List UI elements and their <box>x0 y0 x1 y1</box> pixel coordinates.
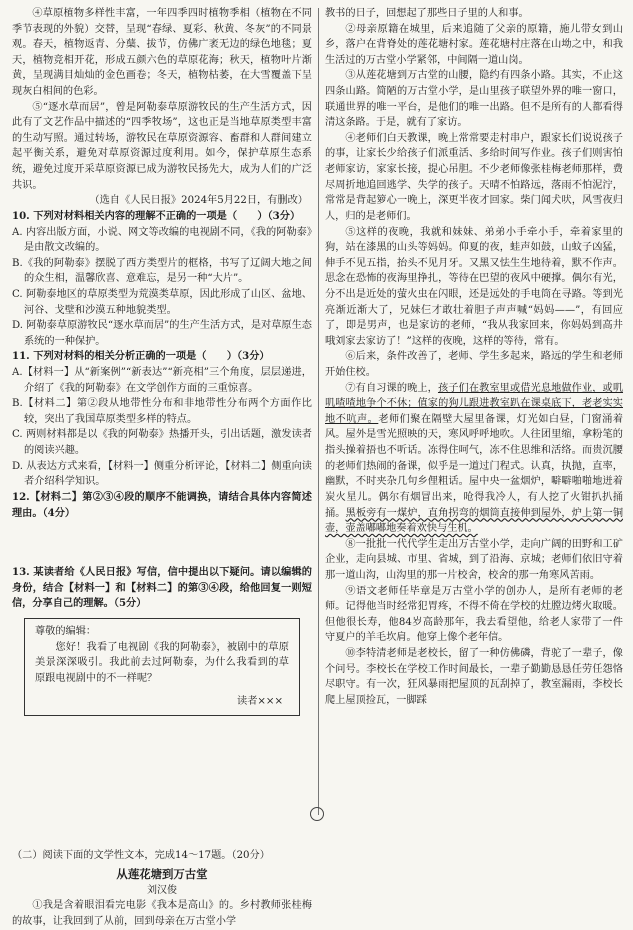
article-paragraph-9: ⑨语文老师任毕章是万古堂小学的创办人，是所有老师的老师。记得他当时经常犯胃疼，不得不倚在学校的灶膛边烤火取暖。但他很长寿，他84岁高龄那年，我去看望他，给老人家带了一件守夏户的羊毛坎肩。他穿上像个老年信。 <box>325 585 623 644</box>
q11-option-b: B.【材料二】第②段从地带性分布和非地带性分布两个方面作比较，突出了我国草原类型多样的特点。 <box>12 398 312 425</box>
question-10: 10. 下列对材料相关内容的理解不正确的一项是（ ）（3分） <box>12 209 301 222</box>
q10-option-b: B.《我的阿勒泰》摆脱了西方类型片的框格，书写了辽阔大地之间的众生相，温馨欣喜、意难忘，是另一种“大片”。 <box>12 257 312 285</box>
p7-middle: 老师们聚在隔壁大屋里备课，灯光如白昼，门窗涌着风。屋外是雪光照映的天，寒风呼呼地吹。人往团里缩，拿粉笔的指头操着捂也不听话。冻得住呵气，冻不住思维和活络。而贵沉腰的老师们热闹的备课，似乎是一道过门程式。认真，执抛，直率，幽默，不时夹杂几句乡俚粗话。屋中央一盆烟炉，噼噼啪啪地迸着炭火星儿。偶尔有烟冒出来，呛得我冷人，有人挖了火钳扒扒捅捅。 <box>325 413 624 519</box>
q10-option-c: C. 阿勒泰地区的草原类型为荒漠类草原，因此形成了山区、盆地、河谷、戈壁和沙漠五种地貌类型。 <box>12 288 312 316</box>
article-paragraph-10: ⑩李特清老师是老校长，留了一种仿佛磷，背驼了一辈子，像个问号。李校长在学校工作时间最长，一辈子勤勤恳恳任劳任怨恪尽职守。有一次，狂风暴雨把屋顶的瓦刮掉了，教室漏雨，李校长爬上屋顶捡瓦，一脚踩 <box>325 647 623 706</box>
article-title: 从莲花塘到万古堂 <box>116 866 208 881</box>
article-paragraph-4: ④老师们白天教课，晚上常常要走村串户，跟家长们说说孩子的事，让家长少给孩子们派重活、多给时间写作业。孩子们则害怕老师家访，家家长接，提心吊胆。不少老师像张桂梅老师那样，费尽周折地追回逃学、失学的孩子。天晴不怕路远，落雨不怕泥泞，常常是背起箩心一晚上，深更半夜才回家。柴门闻犬吠，风雪夜归人，归的是老师们。 <box>325 132 623 222</box>
right-column <box>325 6 623 817</box>
section-2-heading: （二）阅读下面的文学性文本，完成14～17题。（20分） <box>12 849 270 861</box>
p7-wavy-underlined-sentence: 黑板旁有一煤炉，直角拐弯的烟筒直接伸到屋外，炉上第一铜壶，壶盖嘟嘟地奏着欢快与生机。 <box>325 507 624 535</box>
q10-option-d: D. 阿勒泰草原游牧民“逐水草而居”的生产生活方式，是对草原生态系统的一种保护。 <box>12 320 312 347</box>
answer-space-13 <box>12 716 312 846</box>
left-column <box>12 6 312 927</box>
letter-signature: 读者××× <box>237 696 283 708</box>
q11-option-a: A.【材料一】从“新案例”“新表达”“新亮相”三个角度，层层递进，介绍了《我的阿勒泰》在文学创作方面的三重惊喜。 <box>12 367 312 394</box>
page-number-marker <box>310 807 324 821</box>
reader-letter-box <box>24 618 300 716</box>
letter-body: 您好！我看了电视剧《我的阿勒泰》，被剧中的草原美景深深吸引。我此前去过阿勒泰，为什么我看到的草原跟电视剧中的不一样呢？ <box>35 641 289 684</box>
source-citation: （选自《人民日报》2024年5月22日，有删改） <box>89 195 308 207</box>
paragraph-5: ⑤“逐水草而居”，曾是阿勒泰草原游牧民的生产生活方式，因此有了文艺作品中描述的“四季牧场”，这也正是当地草原类型丰富的生动写照。通过转场，游牧民在草原资源容、畜群和人群间建立起平衡关系，避免对草原资源过度利用。如今，保护草原生态系统，避免过度开采草原资源已成为游牧民扬先大，成为人们的广泛共识。 <box>12 101 312 191</box>
question-11: 11. 下列对材料的相关分析正确的一项是（ ）（3分） <box>12 350 270 363</box>
article-author: 刘汉俊 <box>147 884 177 896</box>
paragraph-4: ④草原植物多样性丰富，一年四季四时植物季相（植物在不同季节表现的外貌）交替，呈现“春绿、夏彩、秋黄、冬灰”的不同景观。春天，植物返青、分蘖、拔节，仿佛广袤无边的绿色地毯；夏天，植物竞相开花，形成五颜六色的草原花海；秋天，植物叶片渐黄，呈现满目灿灿的金色画卷；冬天，植物枯萎，在大雪覆盖下呈现灰白相间的色彩。 <box>12 8 312 98</box>
p7-intro: ⑦有自习课的晚上， <box>345 382 438 394</box>
article-paragraph-7 <box>325 381 623 537</box>
article-paragraph-6: ⑥后来，条件改善了，老师、学生多起来，路远的学生和老师开始住校。 <box>325 351 623 379</box>
article-paragraph-1: ①我是含着眼泪看完电影《我本是高山》的。乡村教师张桂梅的故事，让我回到了从前，回到母亲在万古堂小学 <box>12 900 312 927</box>
article-paragraph-1-continued: 教书的日子，回想起了那些日子里的人和事。 <box>325 8 529 19</box>
article-paragraph-5: ⑤这样的夜晚，我就和妹妹、弟弟小手牵小手，牵着家里的狗，站在漆黑的山头等妈妈。仰夏的夜，蛙声如鼓，山蚊子凶猛，伸手不见五指，抬头不见月牙。又黑又怯生生地待着，默不作声。思念在恐怖的夜海里挣扎，等待在巴望的夜风中硬撑。偶尔有光，分不出是近处的萤火虫在闪眼，还是远处的手电筒在寻路。等到光亮渐近渐大了，兄妹仨才敢壮着胆子声声喊“妈妈——”，有回应了，即是男声，也是家访的老师，“我从我家回来，你妈妈到高井哦刘家去家访了！”这样的夜晚，这样的等待，常有。 <box>325 226 623 347</box>
question-13: 13. 某读者给《人民日报》写信，信中提出以下疑问。请以编辑的身份，结合【材料一】和【材料二】的第③④段，给他回复一则短信，分享自己的理解。（5分） <box>12 566 312 610</box>
article-paragraph-8: ⑧一批批一代代学生走出万古堂小学，走向广阔的田野和工矿企业，走向县城、市里、省城，到了沿海、京城；老师们依旧守着那一道山沟，山沟里的那一片校舍，校舍的那一角寒风苦雨。 <box>325 538 623 581</box>
column-divider <box>318 8 319 815</box>
article-paragraph-2: ②母亲原籍在城里，后来追随了父亲的原籍，施儿带女到山乡，落户在背脊处的莲花塘村家。莲花塘村庄落在山坳之中，和我生活过的万古堂小学紧邻，中间隔一道山岗。 <box>325 23 623 66</box>
q10-option-a: A. 内容出版方面，小说、网文等改编的电视剧不同，《我的阿勒泰》是由散文改编的。 <box>12 226 312 254</box>
p7-underlined-sentence: 孩子们在教室里或借光息地做作业，或叽叽喳喳地争个不休；值家的狗儿跟进教室趴在课桌底下，老老实实地不吭声。 <box>325 382 624 425</box>
answer-space-12 <box>12 521 312 565</box>
q11-option-c: C. 两则材料都是以《我的阿勒泰》热播开头，引出话题，激发读者的阅读兴趣。 <box>12 429 312 457</box>
question-12: 12.【材料二】第②③④段的顺序不能调换，请结合具体内容简述理由。（4分） <box>12 490 312 519</box>
letter-greeting: 尊敬的编辑： <box>35 625 97 637</box>
article-paragraph-3: ③从莲花塘到万古堂的山腰，隐约有四条小路。其实，不止这四条山路。简陋的万古堂小学，是山里孩子联望外界的唯一窗口，联通世界的唯一平台，是他们的唯一出路。但不是所有的人都看得清这条路。于是，就有了家访。 <box>325 70 623 129</box>
q11-option-d: D. 从表达方式来看，【材料一】侧重分析评论，【材料二】侧重向读者介绍科学知识。 <box>12 460 312 488</box>
